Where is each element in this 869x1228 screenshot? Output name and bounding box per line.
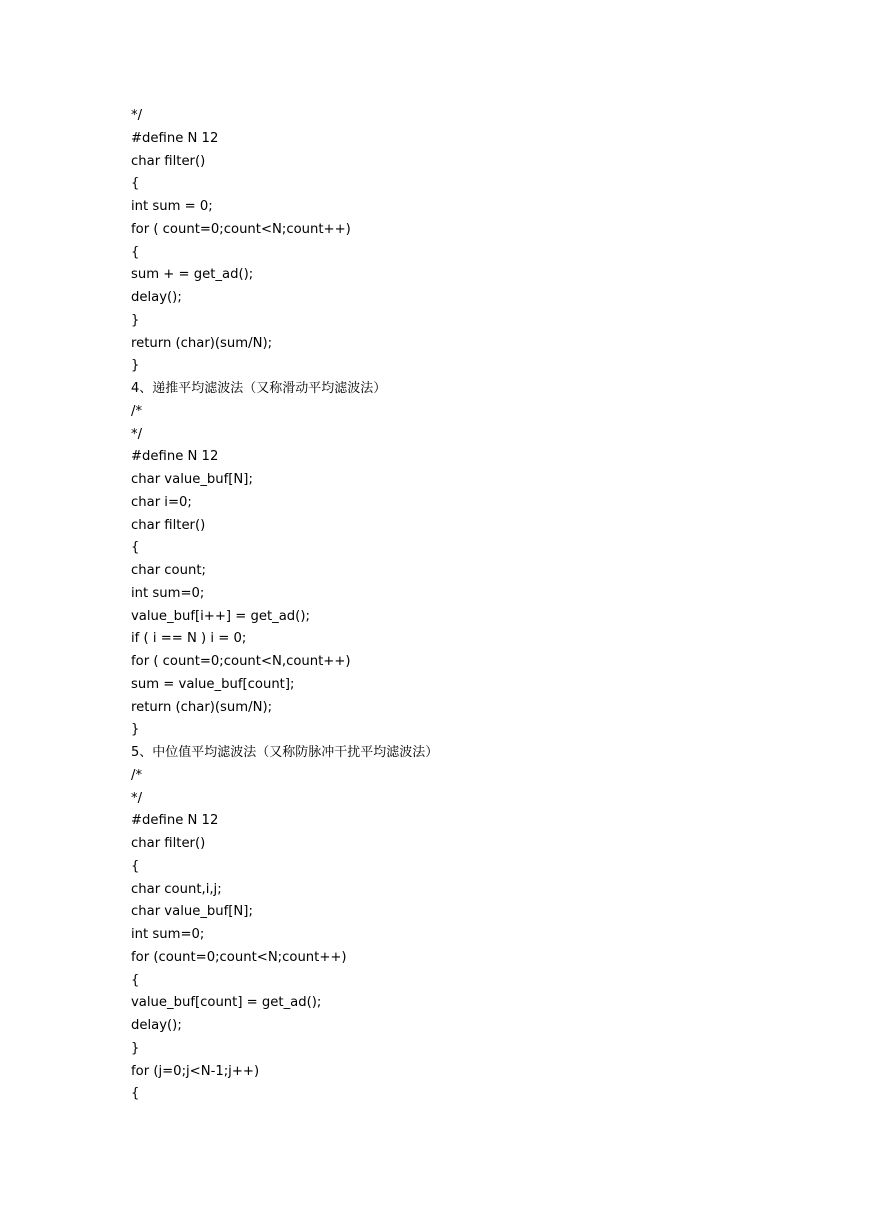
code-line: { [131,858,140,874]
code-line: char filter() [131,836,206,851]
code-line: /* [131,403,143,419]
code-line: */ [131,108,143,123]
code-line: char count; [131,563,206,578]
code-line: */ [131,790,143,806]
code-line: if ( i == N ) i = 0; [131,631,247,647]
code-line: #define N 12 [131,813,219,829]
code-line: } [131,722,140,738]
code-line: for ( count=0;count<N,count++) [131,654,351,669]
code-line: char count,i,j; [131,881,222,897]
code-line: delay(); [131,1018,182,1033]
code-line: delay(); [131,290,182,305]
code-line: char filter() [131,517,206,533]
code-line: #define N 12 [131,449,219,465]
code-line: for (count=0;count<N;count++) [131,949,347,965]
code-line: { [131,176,140,192]
code-line: value_buf[count] = get_ad(); [131,995,322,1011]
code-line: char i=0; [131,494,192,510]
code-line: } [131,312,140,328]
code-line: sum = value_buf[count]; [131,676,295,692]
section-heading: 4、递推平均滤波法（又称滑动平均滤波法） [131,381,387,396]
code-line: #define N 12 [131,130,219,146]
code-line: value_buf[i++] = get_ad(); [131,608,310,624]
code-line: char filter() [131,153,206,169]
code-line: { [131,972,140,988]
code-line: } [131,1040,140,1056]
code-line: { [131,1086,140,1102]
code-line: { [131,244,140,260]
code-line: int sum = 0; [131,199,213,214]
code-line: } [131,358,140,374]
code-line: */ [131,426,143,442]
code-line: int sum=0; [131,585,205,601]
code-line: { [131,540,140,556]
code-line: return (char)(sum/N); [131,699,273,715]
code-listing [131,105,438,1106]
code-line: char value_buf[N]; [131,904,253,920]
code-line: int sum=0; [131,927,205,942]
code-line: /* [131,767,143,783]
section-heading: 5、中位值平均滤波法（又称防脉冲干扰平均滤波法） [131,745,439,760]
code-line: return (char)(sum/N); [131,335,273,351]
code-line: for ( count=0;count<N;count++) [131,221,351,237]
code-line: for (j=0;j<N-1;j++) [131,1063,260,1079]
code-line: char value_buf[N]; [131,472,253,487]
code-line: sum + = get_ad(); [131,267,254,283]
